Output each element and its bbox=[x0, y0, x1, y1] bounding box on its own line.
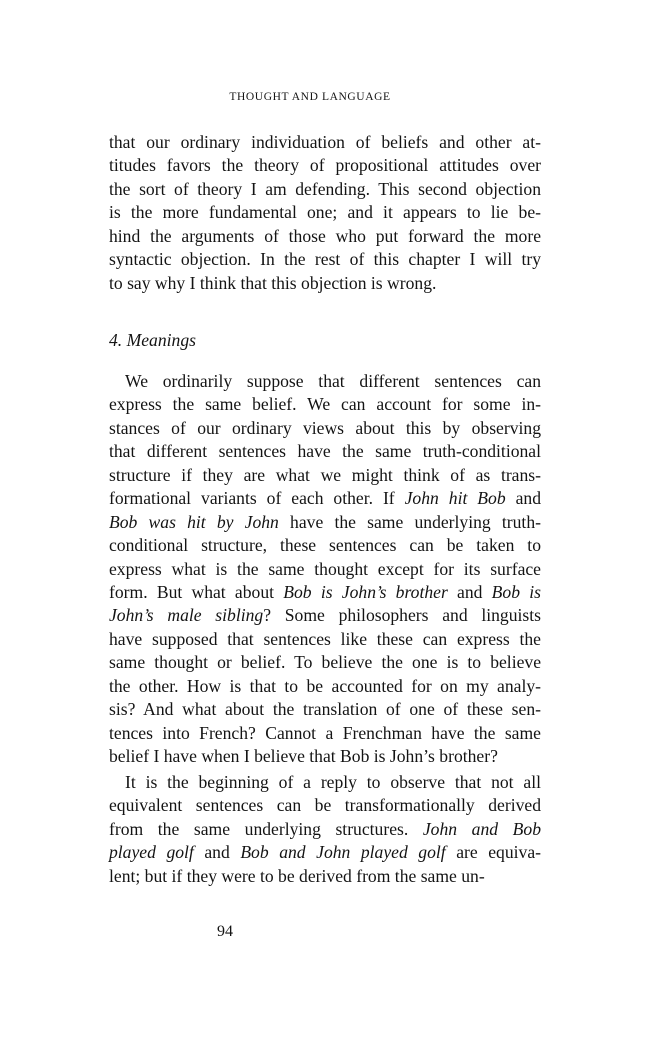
text-segment: are equiva- bbox=[445, 842, 542, 863]
text-segment: the other. How is that to be accounted for on my analy- bbox=[109, 675, 541, 696]
text-line bbox=[109, 841, 541, 864]
text-segment: have supposed that sentences like these can express the bbox=[109, 628, 541, 649]
text-line bbox=[109, 794, 541, 817]
text-line bbox=[109, 201, 541, 224]
text-segment: form. But what about bbox=[109, 581, 284, 602]
text-line bbox=[109, 604, 541, 627]
text-segment: express the same belief. We can account for some in- bbox=[109, 394, 541, 415]
paragraph-continuation bbox=[109, 131, 541, 295]
italic-text-segment: John and Bob bbox=[422, 818, 542, 839]
text-line bbox=[109, 370, 541, 393]
italic-text-segment: played golf bbox=[109, 842, 194, 863]
text-segment: that different sentences have the same truth-conditional bbox=[109, 441, 541, 462]
running-head: THOUGHT AND LANGUAGE bbox=[229, 91, 391, 103]
italic-text-segment: Bob and John played golf bbox=[240, 842, 446, 863]
text-segment: express what is the same thought except for its surface bbox=[109, 558, 541, 579]
text-line bbox=[109, 865, 541, 888]
section-heading: 4. Meanings bbox=[109, 330, 196, 350]
text-segment: is the more fundamental one; and it appears to lie be- bbox=[109, 202, 541, 223]
text-segment: and bbox=[447, 581, 492, 602]
text-line bbox=[109, 248, 541, 271]
text-line bbox=[109, 534, 541, 557]
text-segment: and bbox=[505, 488, 541, 509]
text-segment: titudes favors the theory of propositional attitudes over bbox=[109, 155, 541, 176]
text-line bbox=[109, 464, 541, 487]
text-segment: and bbox=[193, 842, 241, 863]
italic-text-segment: John’s male sibling bbox=[109, 605, 264, 626]
text-segment: from the same underlying structures. bbox=[109, 818, 423, 839]
text-segment: that our ordinary individuation of beliefs and other at- bbox=[109, 132, 541, 152]
text-line bbox=[109, 154, 541, 177]
text-segment: structure if they are what we might think of as trans- bbox=[109, 464, 541, 485]
text-line bbox=[109, 393, 541, 416]
text-line bbox=[109, 745, 541, 768]
text-line bbox=[109, 487, 541, 510]
text-line bbox=[109, 511, 541, 534]
paragraph-reply bbox=[109, 771, 541, 888]
text-segment: belief I have when I believe that Bob is John’s brother? bbox=[109, 746, 498, 766]
text-segment: same thought or belief. To believe the one is to believe bbox=[109, 652, 541, 673]
text-line bbox=[109, 581, 541, 604]
italic-text-segment: Bob was hit by John bbox=[109, 511, 279, 532]
text-line bbox=[109, 698, 541, 721]
text-segment: to say why I think that this objection is wrong. bbox=[109, 272, 437, 293]
text-line bbox=[109, 272, 541, 295]
text-segment: It is the beginning of a reply to observe that not all bbox=[125, 772, 541, 792]
italic-text-segment: Bob is John’s brother bbox=[283, 581, 448, 602]
text-segment: We ordinarily suppose that different sentences can bbox=[125, 371, 541, 391]
text-line bbox=[109, 651, 541, 674]
text-segment: lent; but if they were to be derived from the same un- bbox=[109, 865, 485, 886]
text-segment: sis? And what about the translation of one of these sen- bbox=[109, 699, 541, 720]
text-line bbox=[109, 771, 541, 794]
text-line bbox=[109, 178, 541, 201]
paragraph-meanings-intro bbox=[109, 370, 541, 768]
text-segment: the sort of theory I am defending. This second objection bbox=[109, 178, 541, 199]
text-segment: have the same underlying truth- bbox=[278, 511, 541, 532]
text-line bbox=[109, 628, 541, 651]
text-segment: equivalent sentences can be transformationally derived bbox=[109, 795, 541, 816]
italic-text-segment: John hit Bob bbox=[404, 488, 506, 509]
text-line bbox=[109, 440, 541, 463]
text-segment: stances of our ordinary views about this by observing bbox=[109, 417, 541, 438]
text-line bbox=[109, 818, 541, 841]
text-line bbox=[109, 558, 541, 581]
page-number: 94 bbox=[217, 923, 233, 940]
text-line bbox=[109, 417, 541, 440]
text-segment: ? Some philosophers and linguists bbox=[263, 605, 541, 626]
text-line bbox=[109, 131, 541, 154]
text-segment: syntactic objection. In the rest of this chapter I will try bbox=[109, 249, 541, 270]
text-line bbox=[109, 722, 541, 745]
text-segment: tences into French? Cannot a Frenchman have the same bbox=[109, 722, 541, 743]
text-segment: conditional structure, these sentences can be taken to bbox=[109, 535, 541, 556]
text-line bbox=[109, 225, 541, 248]
text-segment: formational variants of each other. If bbox=[109, 488, 405, 509]
text-line bbox=[109, 675, 541, 698]
italic-text-segment: Bob is bbox=[491, 581, 541, 602]
text-segment: hind the arguments of those who put forward the more bbox=[109, 225, 541, 246]
